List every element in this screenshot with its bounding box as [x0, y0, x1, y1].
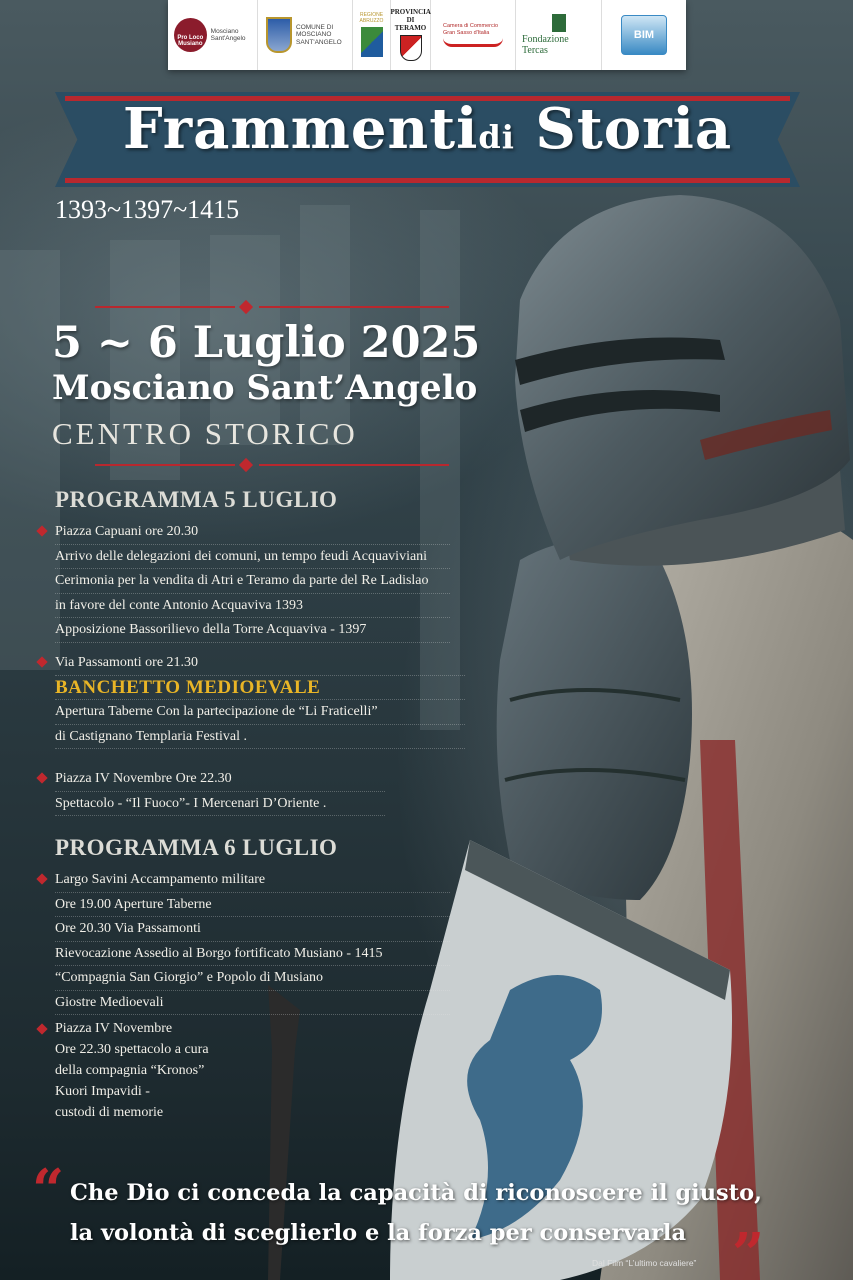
title-part-1: Frammenti — [122, 96, 479, 162]
event-highlight: BANCHETTO MEDIOEVALE — [55, 676, 465, 701]
event-line: Piazza Capuani ore 20.30 — [55, 520, 450, 545]
divider-line — [259, 306, 449, 308]
pro-loco-icon: Pro Loco Musiano — [174, 18, 207, 52]
event-line: in favore del conte Antonio Acquaviva 1393 — [55, 594, 450, 619]
program-2-event-2 — [55, 1018, 255, 1123]
event-line: Arrivo delle delegazioni dei comuni, un tempo feudi Acquaviviani — [55, 545, 450, 570]
event-line: Kuori Impavidi - — [55, 1084, 150, 1099]
comune-text: COMUNE DI MOSCIANO SANT'ANGELO — [296, 23, 342, 46]
event-line: Giostre Medioevali — [55, 991, 450, 1016]
regione-text: REGIONE ABRUZZO — [359, 12, 384, 24]
event-line: Spettacolo - “Il Fuoco”- I Mercenari D’Oriente . — [55, 792, 385, 817]
divider-diamond-icon — [239, 458, 253, 472]
program-1-title: PROGRAMMA 5 LUGLIO — [55, 487, 338, 512]
event-line: Cerimonia per la vendita di Atri e Teramo da parte del Re Ladislao — [55, 569, 450, 594]
comune-logo — [258, 0, 353, 70]
fondazione-emblem-icon — [552, 14, 566, 32]
regione-crest-icon — [361, 27, 383, 57]
program-2-event-1 — [55, 868, 450, 1015]
provincia-crest-icon — [400, 35, 422, 61]
event-line: della compagnia “Kronos” — [55, 1063, 205, 1078]
title-banner — [55, 92, 800, 187]
event-line: Largo Savini Accampamento militare — [55, 868, 450, 893]
event-line: Ore 22.30 spettacolo a cura — [55, 1042, 209, 1057]
event-line: Ore 19.00 Aperture Taberne — [55, 893, 450, 918]
open-quote-icon: “ — [32, 1157, 65, 1223]
quote-line-1: Che Dio ci conceda la capacità di riconoscere il giusto, — [70, 1180, 762, 1206]
camera-swoosh-icon — [443, 38, 503, 47]
event-line: Rievocazione Assedio al Borgo fortificato Musiano - 1415 — [55, 942, 450, 967]
page-title — [55, 96, 800, 162]
bim-logo — [602, 0, 686, 70]
camera-text: Camera di Commercio Gran Sasso d'Italia — [443, 23, 499, 36]
provincia-teramo-logo — [391, 0, 431, 70]
regione-abruzzo-logo — [353, 0, 391, 70]
divider-top — [45, 302, 445, 312]
event-dates: 5 ~ 6 Luglio 2025 — [52, 318, 481, 368]
event-line: Piazza IV Novembre — [55, 1021, 173, 1036]
camera-commercio-logo — [431, 0, 516, 70]
pro-loco-logo — [168, 0, 258, 70]
divider-diamond-icon — [239, 300, 253, 314]
years-subtitle: 1393~1397~1415 — [55, 195, 240, 224]
program-2-title: PROGRAMMA 6 LUGLIO — [55, 835, 338, 860]
event-line: di Castignano Templaria Festival . — [55, 725, 465, 750]
sponsor-logo-bar — [168, 0, 686, 70]
divider-line — [95, 306, 235, 308]
event-line: Ore 20.30 Via Passamonti — [55, 917, 450, 942]
program-1-event-3 — [55, 767, 385, 816]
event-line: Piazza IV Novembre Ore 22.30 — [55, 767, 385, 792]
event-line: Apposizione Bassorilievo della Torre Acquaviva - 1397 — [55, 618, 450, 643]
quote-line-2: la volontà di sceglierlo e la forza per conservarla — [70, 1220, 687, 1246]
program-1-event-2 — [55, 651, 465, 749]
pro-loco-text: Mosciano Sant'Angelo — [210, 27, 246, 42]
quote-source: Dal Film “L’ultimo cavaliere” — [592, 1258, 697, 1268]
event-location-area: CENTRO STORICO — [52, 416, 358, 451]
divider-line — [95, 464, 235, 466]
event-line: Apertura Taberne Con la partecipazione de “Li Fraticelli” — [55, 700, 465, 725]
event-line: Via Passamonti ore 21.30 — [55, 651, 465, 676]
provincia-text: PROVINCIA DI TERAMO — [390, 8, 431, 32]
title-part-3: Storia — [535, 96, 733, 162]
divider-bottom — [45, 460, 445, 470]
event-line: custodi di memorie — [55, 1105, 164, 1120]
event-line: “Compagnia San Giorgio” e Popolo di Musiano — [55, 966, 450, 991]
title-part-2: di — [478, 118, 515, 156]
close-quote-icon: ” — [732, 1221, 765, 1280]
fondazione-tercas-logo — [516, 0, 602, 70]
fondazione-text: Fondazione Tercas — [522, 33, 569, 56]
bim-icon: BIM — [621, 15, 667, 55]
comune-crest-icon — [266, 17, 292, 53]
program-1-event-1 — [55, 520, 450, 643]
event-place: Mosciano Sant’Angelo — [52, 368, 478, 408]
divider-line — [259, 464, 449, 466]
banner-stripe-bottom — [65, 178, 790, 183]
